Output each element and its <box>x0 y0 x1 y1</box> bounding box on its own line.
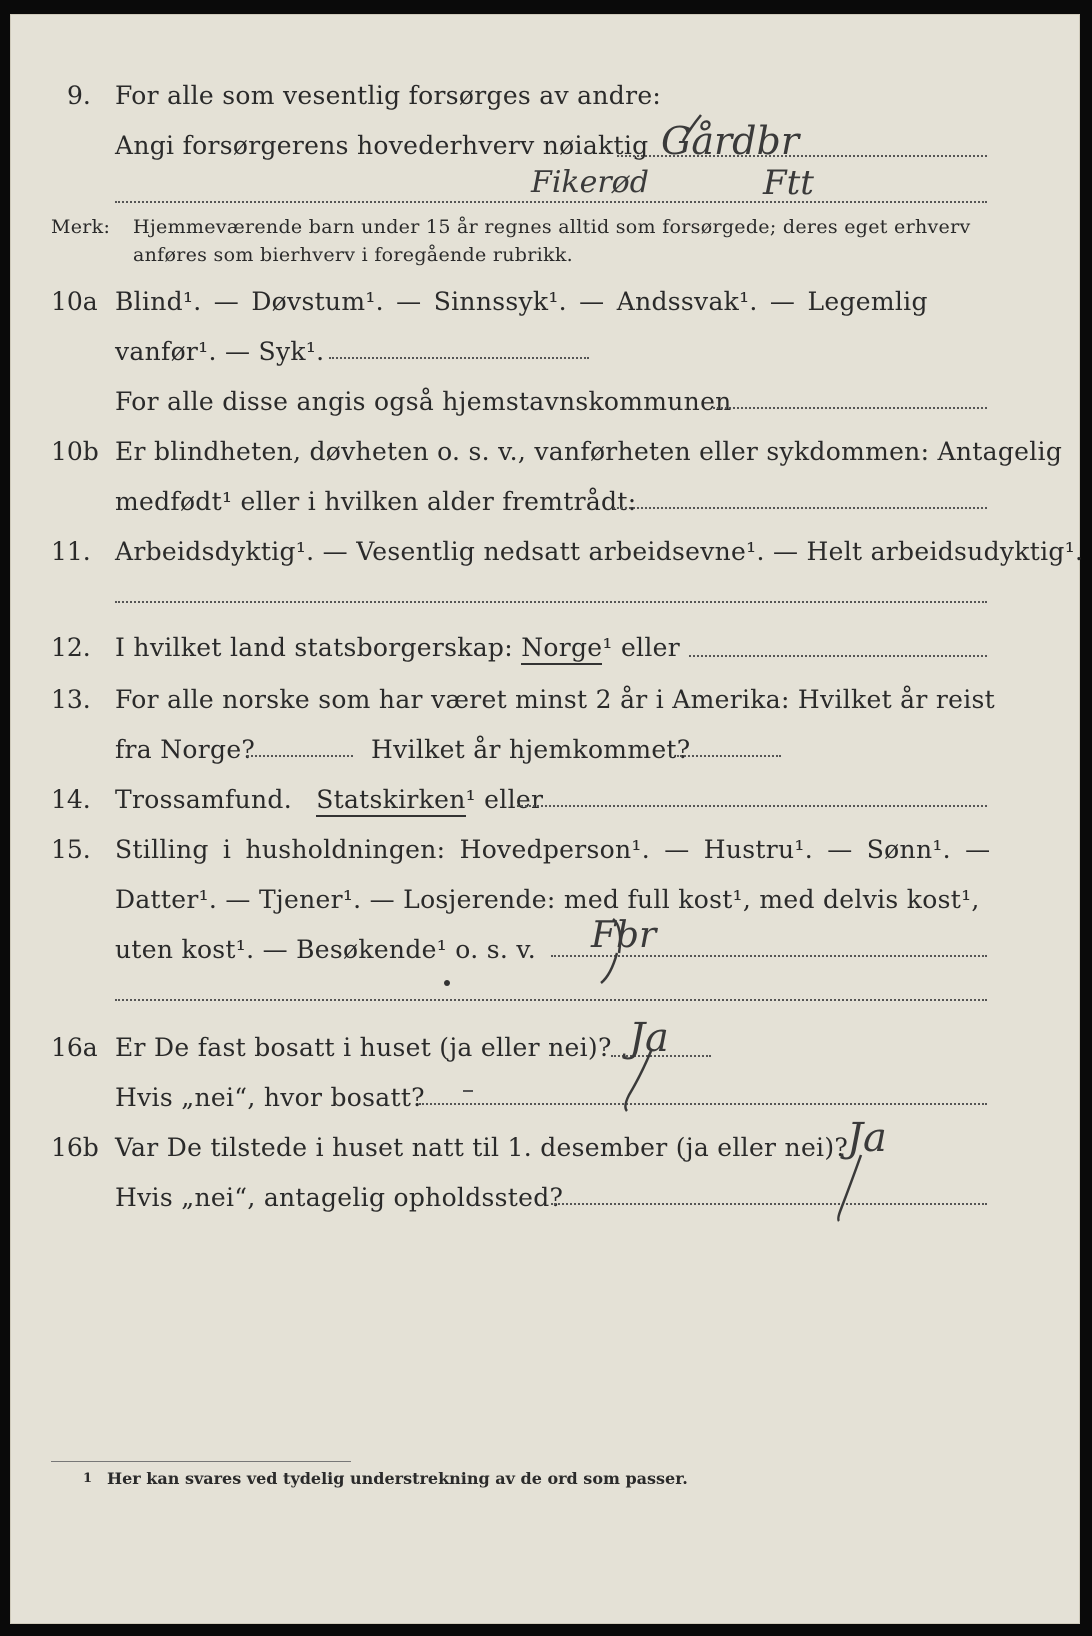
q13-line2a: fra Norge? <box>115 735 256 764</box>
q15-line1: Stilling i husholdningen: Hovedperson¹. — Hustru¹. — Sønn¹. — <box>115 835 991 864</box>
merk-line2: anføres som bierhverv i foregående rubrikk. <box>133 244 573 266</box>
merk-line1: Hjemmeværende barn under 15 år regnes alltid som forsørgede; deres eget erhverv <box>133 216 971 238</box>
q12-number: 12. <box>51 633 91 662</box>
q10a-line2: vanfør¹. — Syk¹. <box>115 337 325 366</box>
q16b-line1: Var De tilstede i huset natt til 1. desember (ja eller nei)? <box>115 1133 849 1162</box>
q16b-answer: Ja <box>847 1115 887 1161</box>
q14-underlined-answer: Statskirken <box>316 785 465 817</box>
q15-answer: Fbr <box>591 915 657 956</box>
q10b-line2: medfødt¹ eller i hvilken alder fremtrådt: <box>115 487 637 516</box>
q16a-answer: Ja <box>629 1015 669 1061</box>
q12-question: I hvilket land statsborgerskap: <box>115 633 513 662</box>
q12-underlined-answer: Norge <box>521 633 602 665</box>
q13-number: 13. <box>51 685 91 714</box>
q10a-line1: Blind¹. — Døvstum¹. — Sinnssyk¹. — Andssvak¹. — Legemlig <box>115 287 928 316</box>
q13-line1: For alle norske som har været minst 2 år i Amerika: Hvilket år reist <box>115 685 996 714</box>
q14-question: Trossamfund. <box>115 785 292 814</box>
q16a-line1: Er De fast bosatt i huset (ja eller nei)? <box>115 1033 612 1062</box>
merk-label: Merk: <box>51 216 111 238</box>
q16a-line2: Hvis „nei“, hvor bosatt? <box>115 1083 425 1112</box>
q16b-line2: Hvis „nei“, antagelig opholdssted? <box>115 1183 564 1212</box>
footnote-marker: 1 <box>83 1471 93 1486</box>
q16a-number: 16a <box>51 1033 98 1062</box>
q15-number: 15. <box>51 835 91 864</box>
q10b-number: 10b <box>51 437 99 466</box>
q14-suffix: ¹ eller <box>465 785 544 814</box>
census-form-page <box>10 14 1084 1624</box>
q12-suffix: ¹ eller <box>602 633 680 662</box>
q10a-line3: For alle disse angis også hjemstavnskommunen <box>115 387 732 416</box>
q15-line3: uten kost¹. — Besøkende¹ o. s. v. <box>115 935 537 964</box>
q9-answer-place: Fikerød <box>531 165 649 200</box>
handwriting-strokes <box>11 15 1084 1625</box>
q9-number: 9. <box>67 81 91 110</box>
q9-line2: Angi forsørgerens hovederhverv nøiaktig <box>115 131 649 160</box>
q10b-line1: Er blindheten, døvheten o. s. v., vanførheten eller sykdommen: Antagelig <box>115 437 1063 466</box>
q11-number: 11. <box>51 537 91 566</box>
q10a-number: 10a <box>51 287 98 316</box>
q13-line2b: Hvilket år hjemkommet? <box>371 735 691 764</box>
q9-answer-occupation: Gårdbr <box>661 119 799 163</box>
q11-line1: Arbeidsdyktig¹. — Vesentlig nedsatt arbeidsevne¹. — Helt arbeidsudyktig¹. <box>115 537 1084 566</box>
footnote-rule <box>51 1461 351 1462</box>
q9-answer-abbrev: Ftt <box>763 163 814 203</box>
footnote-text: Her kan svares ved tydelig understrekning av de ord som passer. <box>107 1469 688 1488</box>
q16b-number: 16b <box>51 1133 99 1162</box>
q14-number: 14. <box>51 785 91 814</box>
q15-line2: Datter¹. — Tjener¹. — Losjerende: med full kost¹, med delvis kost¹, <box>115 885 980 914</box>
q9-line1: For alle som vesentlig forsørges av andre: <box>115 81 662 110</box>
